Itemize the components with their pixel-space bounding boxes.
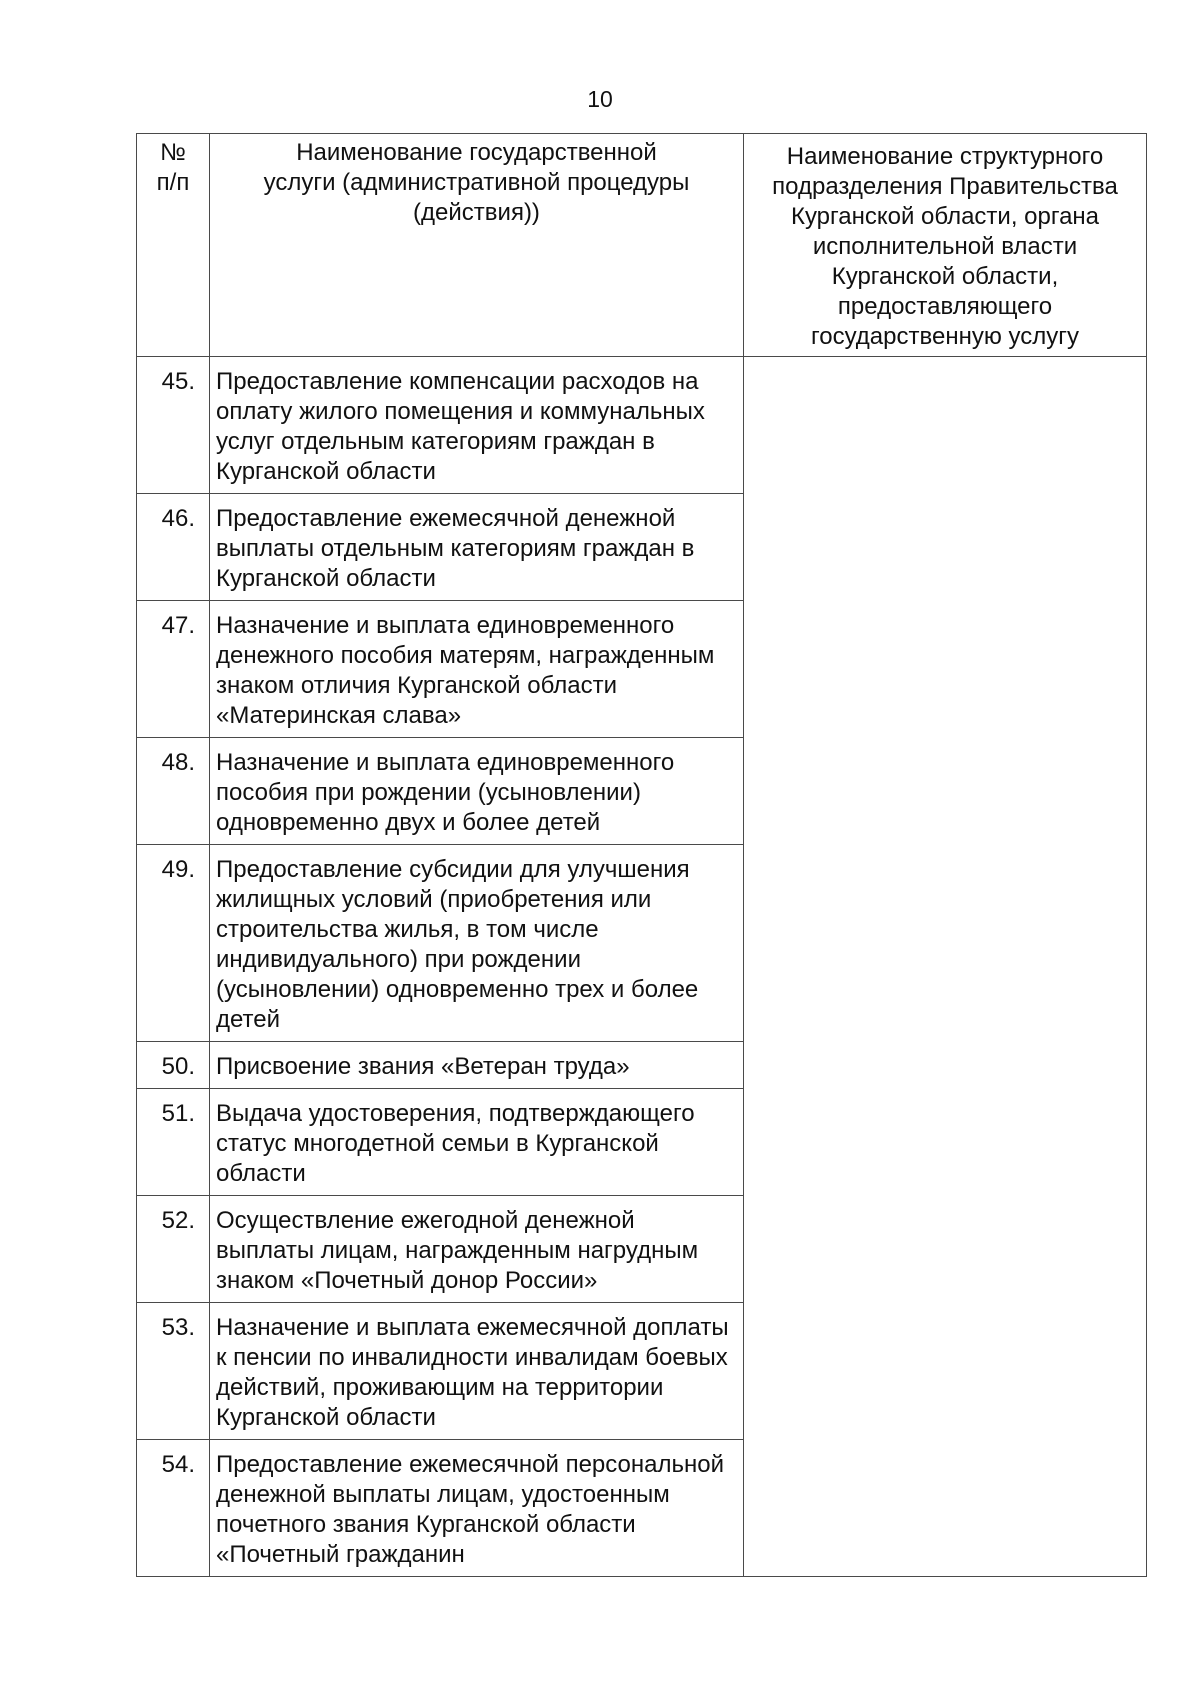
row-service-name: Присвоение звания «Ветеран труда» <box>210 1042 744 1089</box>
header-number <box>137 134 210 357</box>
header-number-label: № п/п <box>156 139 190 196</box>
row-number: 52. <box>137 1196 210 1303</box>
page-number: 10 <box>587 86 613 112</box>
table-row <box>137 357 1147 494</box>
row-service-name: Предоставление ежемесячной денежной выплаты отдельным категориям граждан в Курганской области <box>210 494 744 601</box>
row-service-name: Осуществление ежегодной денежной выплаты лицам, награжденным нагрудным знаком «Почетный донор России» <box>210 1196 744 1303</box>
row-service-name: Предоставление компенсации расходов на оплату жилого помещения и коммунальных услуг отдельным категориям граждан в Курганской области <box>210 357 744 494</box>
services-table <box>136 133 1147 1577</box>
row-number: 48. <box>137 738 210 845</box>
header-service-name <box>210 134 744 357</box>
row-number: 54. <box>137 1440 210 1577</box>
row-number: 51. <box>137 1089 210 1196</box>
row-number: 45. <box>137 357 210 494</box>
row-number: 50. <box>137 1042 210 1089</box>
row-number: 46. <box>137 494 210 601</box>
row-service-name: Предоставление субсидии для улучшения жилищных условий (приобретения или строительства жилья, в том числе индивидуального) при рождении (усыновлении) одновременно трех и более детей <box>210 845 744 1042</box>
row-service-name: Предоставление ежемесячной персональной денежной выплаты лицам, удостоенным почетного звания Курганской области «Почетный гражданин <box>210 1440 744 1577</box>
header-service-name-label: Наименование государственной услуги (административной процедуры (действия)) <box>263 139 690 226</box>
row-service-name: Назначение и выплата ежемесячной доплаты к пенсии по инвалидности инвалидам боевых действий, проживающим на территории Курганской области <box>210 1303 744 1440</box>
row-number: 49. <box>137 845 210 1042</box>
row-number: 47. <box>137 601 210 738</box>
row-organization-merged <box>744 357 1147 1577</box>
table-header-row <box>137 134 1147 357</box>
row-service-name: Назначение и выплата единовременного денежного пособия матерям, награжденным знаком отличия Курганской области «Материнская слава» <box>210 601 744 738</box>
row-service-name: Выдача удостоверения, подтверждающего статус многодетной семьи в Курганской области <box>210 1089 744 1196</box>
header-organization <box>744 134 1147 357</box>
header-organization-label: Наименование структурного подразделения Правительства Курганской области, органа исполнительной власти Курганской области, предоставляющего государственную услугу <box>772 143 1118 350</box>
row-number: 53. <box>137 1303 210 1440</box>
row-service-name: Назначение и выплата единовременного пособия при рождении (усыновлении) одновременно двух и более детей <box>210 738 744 845</box>
